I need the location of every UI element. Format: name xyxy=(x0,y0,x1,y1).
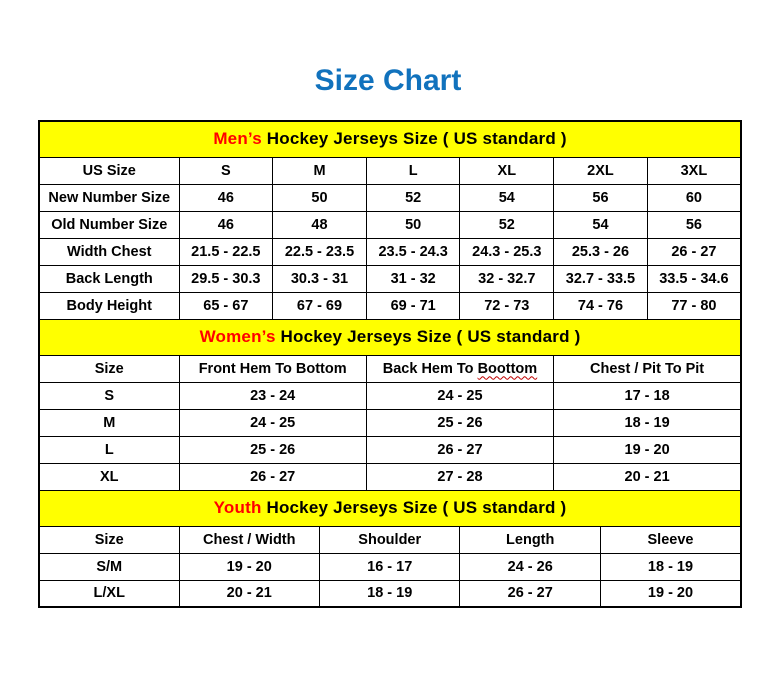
youth-section-highlight: Youth xyxy=(213,498,262,517)
youth-cell: 18 - 19 xyxy=(319,580,459,607)
mens-cell: 22.5 - 23.5 xyxy=(273,238,367,265)
mens-row xyxy=(39,265,741,292)
womens-cell: 27 - 28 xyxy=(366,463,553,490)
womens-row-label: M xyxy=(39,409,179,436)
youth-section-row xyxy=(39,490,741,526)
womens-row xyxy=(39,436,741,463)
page-title: Size Chart xyxy=(314,64,462,97)
mens-cell: 67 - 69 xyxy=(273,292,367,319)
mens-column-header: 3XL xyxy=(647,157,741,184)
mens-cell: 50 xyxy=(273,184,367,211)
womens-cell: 18 - 19 xyxy=(554,409,741,436)
mens-cell: 25.3 - 26 xyxy=(554,238,648,265)
mens-column-header: XL xyxy=(460,157,554,184)
youth-column-header: Chest / Width xyxy=(179,526,319,553)
youth-header-row xyxy=(39,526,741,553)
mens-cell: 60 xyxy=(647,184,741,211)
mens-row-label: Body Height xyxy=(39,292,179,319)
womens-cell: 23 - 24 xyxy=(179,382,366,409)
youth-cell: 18 - 19 xyxy=(600,553,741,580)
mens-cell: 72 - 73 xyxy=(460,292,554,319)
youth-cell: 20 - 21 xyxy=(179,580,319,607)
mens-row-label: Back Length xyxy=(39,265,179,292)
youth-column-header: Shoulder xyxy=(319,526,459,553)
youth-row xyxy=(39,553,741,580)
mens-column-header: S xyxy=(179,157,273,184)
mens-row-label: Old Number Size xyxy=(39,211,179,238)
youth-row-label: S/M xyxy=(39,553,179,580)
youth-row xyxy=(39,580,741,607)
mens-cell: 46 xyxy=(179,184,273,211)
womens-cell: 17 - 18 xyxy=(554,382,741,409)
womens-column-header: Back Hem To Boottom xyxy=(366,355,553,382)
mens-row-label: New Number Size xyxy=(39,184,179,211)
womens-cell: 26 - 27 xyxy=(179,463,366,490)
mens-section-title: Men’s Hockey Jerseys Size ( US standard ) xyxy=(39,121,741,157)
mens-row xyxy=(39,211,741,238)
womens-cell: 24 - 25 xyxy=(366,382,553,409)
womens-cell: 25 - 26 xyxy=(366,409,553,436)
mens-cell: 50 xyxy=(366,211,460,238)
mens-column-header: 2XL xyxy=(554,157,648,184)
size-chart-tables xyxy=(38,120,740,608)
womens-row xyxy=(39,382,741,409)
womens-column-header: Front Hem To Bottom xyxy=(179,355,366,382)
youth-column-header: Sleeve xyxy=(600,526,741,553)
womens-section-title: Women’s Hockey Jerseys Size ( US standard ) xyxy=(39,319,741,355)
misspelled-word: Boottom xyxy=(477,360,538,377)
womens-row xyxy=(39,463,741,490)
mens-cell: 56 xyxy=(554,184,648,211)
womens-header-row xyxy=(39,355,741,382)
mens-cell: 56 xyxy=(647,211,741,238)
youth-cell: 19 - 20 xyxy=(600,580,741,607)
mens-cell: 30.3 - 31 xyxy=(273,265,367,292)
mens-section-row xyxy=(39,121,741,157)
womens-row-label: S xyxy=(39,382,179,409)
mens-cell: 48 xyxy=(273,211,367,238)
mens-cell: 32.7 - 33.5 xyxy=(554,265,648,292)
youth-column-header: Size xyxy=(39,526,179,553)
mens-row xyxy=(39,184,741,211)
womens-cell: 25 - 26 xyxy=(179,436,366,463)
womens-row xyxy=(39,409,741,436)
mens-cell: 46 xyxy=(179,211,273,238)
mens-cell: 52 xyxy=(366,184,460,211)
womens-cell: 26 - 27 xyxy=(366,436,553,463)
mens-cell: 69 - 71 xyxy=(366,292,460,319)
youth-cell: 24 - 26 xyxy=(460,553,600,580)
youth-cell: 26 - 27 xyxy=(460,580,600,607)
mens-cell: 21.5 - 22.5 xyxy=(179,238,273,265)
womens-column-header: Chest / Pit To Pit xyxy=(554,355,741,382)
womens-section-row xyxy=(39,319,741,355)
youth-column-header: Length xyxy=(460,526,600,553)
mens-cell: 31 - 32 xyxy=(366,265,460,292)
mens-column-header: L xyxy=(366,157,460,184)
size-chart-table xyxy=(38,120,742,608)
youth-section-title: Youth Hockey Jerseys Size ( US standard ) xyxy=(39,490,741,526)
mens-header-row xyxy=(39,157,741,184)
mens-cell: 52 xyxy=(460,211,554,238)
youth-cell: 16 - 17 xyxy=(319,553,459,580)
youth-row-label: L/XL xyxy=(39,580,179,607)
womens-cell: 19 - 20 xyxy=(554,436,741,463)
mens-cell: 24.3 - 25.3 xyxy=(460,238,554,265)
youth-cell: 19 - 20 xyxy=(179,553,319,580)
mens-cell: 65 - 67 xyxy=(179,292,273,319)
mens-section-highlight: Men’s xyxy=(213,129,262,149)
mens-row-label: Width Chest xyxy=(39,238,179,265)
mens-cell: 74 - 76 xyxy=(554,292,648,319)
womens-cell: 20 - 21 xyxy=(554,463,741,490)
mens-cell: 23.5 - 24.3 xyxy=(366,238,460,265)
womens-row-label: L xyxy=(39,436,179,463)
mens-row xyxy=(39,238,741,265)
mens-cell: 26 - 27 xyxy=(647,238,741,265)
mens-cell: 32 - 32.7 xyxy=(460,265,554,292)
mens-cell: 29.5 - 30.3 xyxy=(179,265,273,292)
mens-column-header: US Size xyxy=(39,157,179,184)
mens-column-header: M xyxy=(273,157,367,184)
womens-column-header: Size xyxy=(39,355,179,382)
mens-cell: 54 xyxy=(554,211,648,238)
mens-row xyxy=(39,292,741,319)
mens-cell: 77 - 80 xyxy=(647,292,741,319)
mens-cell: 54 xyxy=(460,184,554,211)
womens-cell: 24 - 25 xyxy=(179,409,366,436)
mens-cell: 33.5 - 34.6 xyxy=(647,265,741,292)
womens-section-highlight: Women’s xyxy=(199,327,276,346)
womens-row-label: XL xyxy=(39,463,179,490)
